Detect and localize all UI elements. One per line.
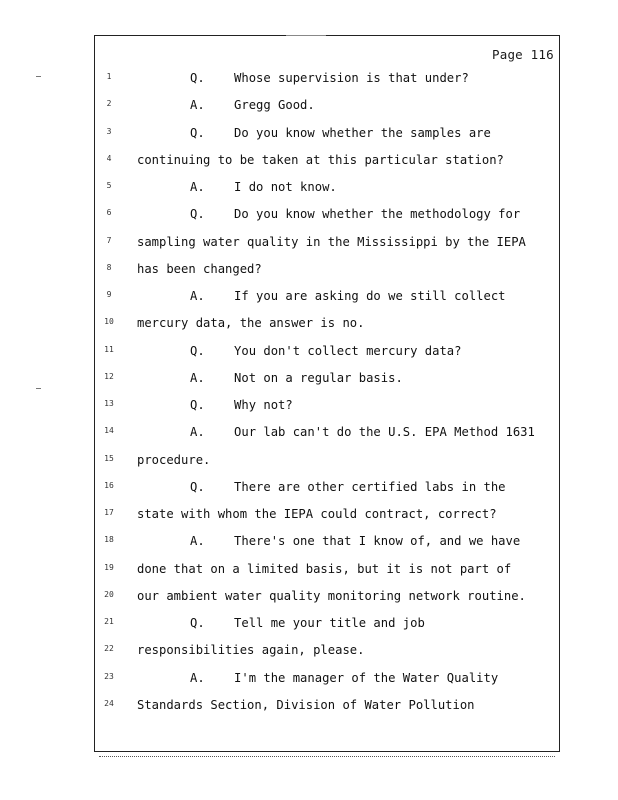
transcript-line	[0, 207, 618, 227]
line-number: 3	[106, 126, 112, 136]
line-text: A. I do not know.	[190, 180, 337, 194]
line-text: Q. Whose supervision is that under?	[190, 71, 469, 85]
line-number: 2	[106, 99, 112, 109]
transcript-line	[0, 589, 618, 609]
line-text: A. Not on a regular basis.	[190, 370, 403, 385]
line-text: A. If you are asking do we still collect	[190, 289, 506, 303]
line-text: state with whom the IEPA could contract, correct?	[137, 507, 497, 521]
line-text: Q. Do you know whether the methodology for	[190, 207, 521, 222]
line-number: 23	[104, 671, 114, 681]
transcript-line	[0, 126, 618, 146]
line-number: 16	[104, 480, 114, 490]
line-text: Q. You don't collect mercury data?	[190, 343, 462, 358]
line-number: 5	[106, 181, 112, 190]
line-number: 9	[106, 290, 112, 299]
transcript-line	[0, 480, 618, 500]
transcript-line	[0, 643, 618, 663]
transcript-line	[0, 562, 618, 582]
line-number: 11	[104, 344, 114, 354]
transcript-line	[0, 316, 618, 336]
line-text: done that on a limited basis, but it is not part of	[137, 561, 512, 576]
transcript-line	[0, 235, 618, 255]
line-text: Q. Why not?	[190, 398, 293, 412]
line-number: 7	[106, 235, 112, 245]
line-number: 15	[104, 453, 114, 463]
line-number: 13	[104, 399, 114, 408]
transcript-line	[0, 671, 618, 691]
transcript-line	[0, 507, 618, 527]
line-text: A. Gregg Good.	[190, 98, 315, 113]
line-number: 10	[104, 317, 114, 327]
transcript-line	[0, 344, 618, 364]
transcript-line	[0, 698, 618, 718]
line-text: mercury data, the answer is no.	[137, 316, 365, 331]
scan-mark	[36, 388, 41, 389]
transcript-line	[0, 289, 618, 309]
transcript-line	[0, 425, 618, 445]
line-text: continuing to be taken at this particular station?	[137, 152, 504, 167]
transcript-line	[0, 153, 618, 173]
transcript-line	[0, 453, 618, 473]
transcript-line	[0, 98, 618, 118]
line-number: 4	[106, 153, 112, 163]
line-number: 8	[106, 262, 112, 272]
line-text: Q. Do you know whether the samples are	[190, 125, 491, 140]
transcript-line	[0, 371, 618, 391]
line-number: 12	[104, 371, 114, 381]
line-text: Standards Section, Division of Water Pollution	[137, 697, 475, 712]
line-text: A. I'm the manager of the Water Quality	[190, 670, 499, 685]
scan-mark	[36, 76, 41, 77]
line-text: has been changed?	[137, 261, 262, 276]
transcript-line	[0, 71, 618, 91]
line-text: responsibilities again, please.	[137, 643, 365, 658]
line-number: 24	[104, 698, 114, 708]
line-text: Q. There are other certified labs in the	[190, 479, 506, 494]
line-number: 22	[104, 644, 114, 654]
line-number: 17	[104, 508, 114, 517]
line-number: 14	[104, 426, 114, 436]
transcript-line	[0, 180, 618, 200]
line-text: sampling water quality in the Mississippi by the IEPA	[137, 234, 526, 249]
transcript-line	[0, 398, 618, 418]
transcript-line	[0, 262, 618, 282]
line-text: procedure.	[137, 452, 211, 467]
line-text: A. There's one that I know of, and we have	[190, 534, 521, 549]
line-number: 1	[106, 72, 112, 81]
line-text: Q. Tell me your title and job	[190, 616, 425, 630]
line-text: A. Our lab can't do the U.S. EPA Method 1631	[190, 425, 535, 440]
line-number: 20	[104, 589, 114, 599]
transcript-line	[0, 534, 618, 554]
line-number: 6	[106, 208, 112, 218]
transcript-line	[0, 616, 618, 636]
line-number: 19	[104, 562, 114, 572]
line-text: our ambient water quality monitoring network routine.	[137, 588, 526, 603]
page-number: Page 116	[492, 47, 554, 62]
scan-mark	[286, 35, 326, 36]
line-number: 18	[104, 535, 114, 545]
line-number: 21	[104, 617, 114, 626]
